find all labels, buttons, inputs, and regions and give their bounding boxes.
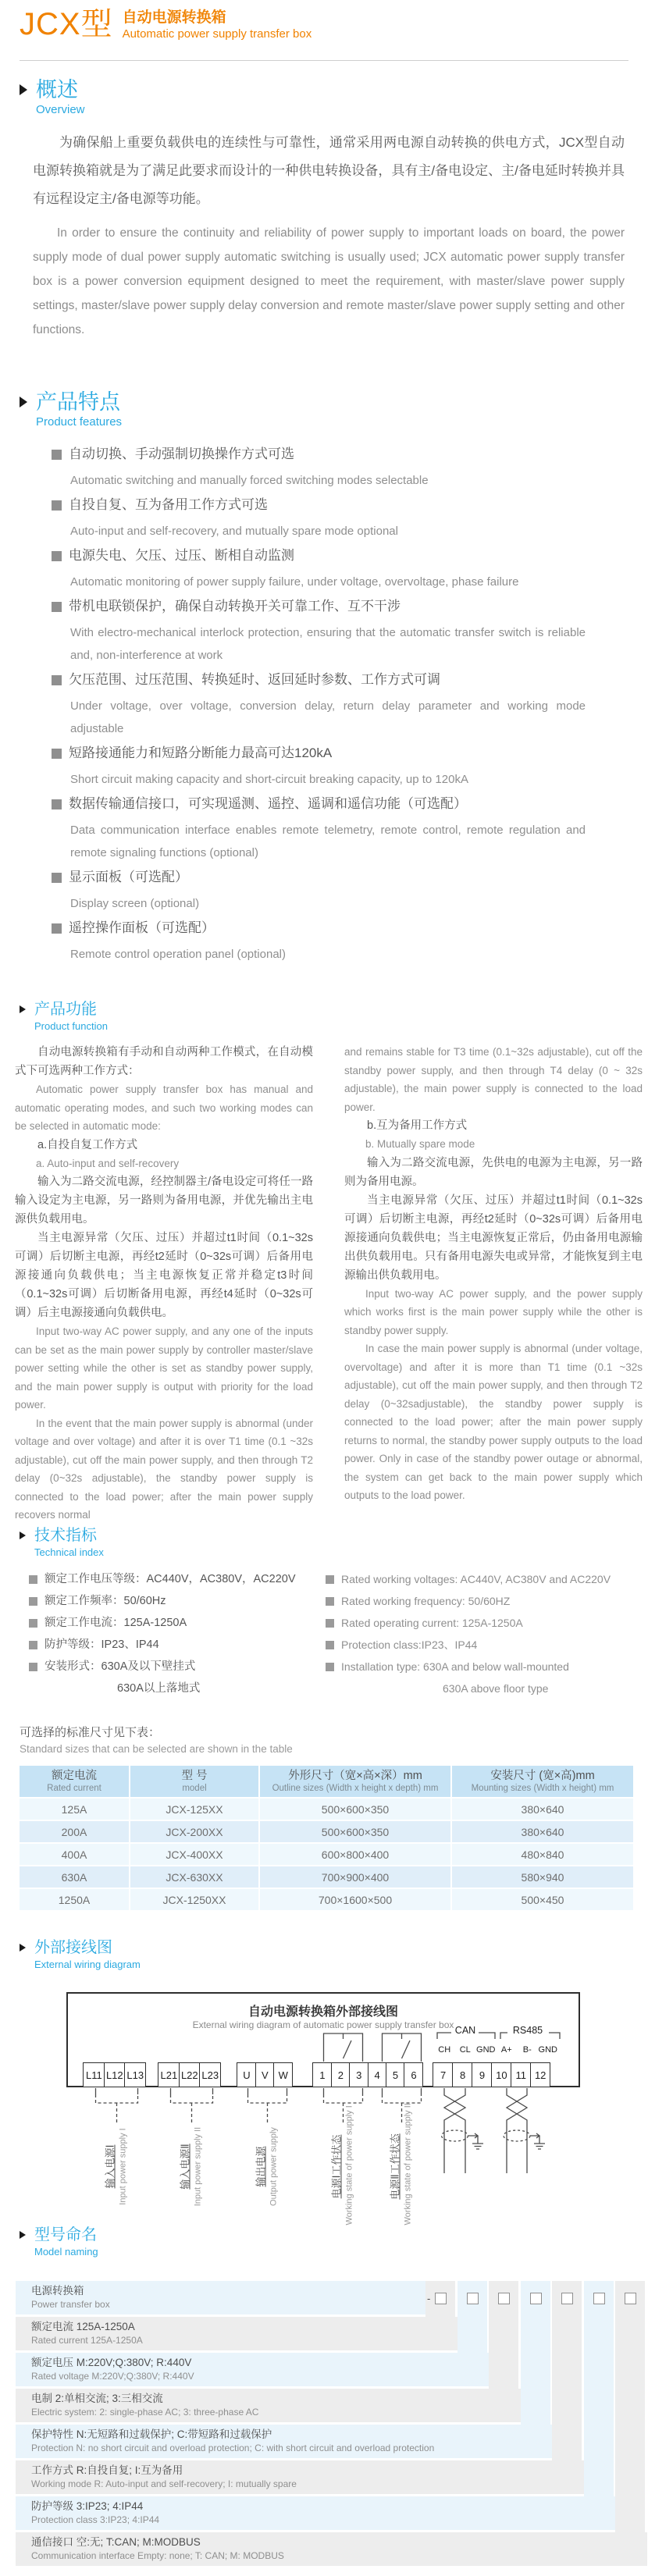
comm-pin-labels	[434, 2045, 558, 2055]
cell-outline-size: 600×800×400	[260, 1844, 450, 1865]
table-row	[20, 1866, 633, 1888]
square-bullet-icon	[326, 1619, 334, 1628]
feature-text-cn	[52, 671, 606, 688]
feature-label-cn: 带机电联锁保护，确保自动转换开关可靠工作、互不干涉	[69, 599, 401, 614]
terminal-group-output	[238, 2062, 293, 2087]
function-paragraph: 输入为二路交流电源，经控制器主/备电设定可将任一路输入设定为主电源，另一路则为备用电源，并优先输出主电源供负载用电。	[15, 1176, 313, 1226]
feature-item	[52, 920, 606, 966]
section-features	[20, 390, 628, 970]
col-header-model	[130, 1766, 258, 1797]
function-paragraph: b. Mutually spare mode	[365, 1138, 475, 1150]
model-digit-box	[435, 2293, 447, 2304]
spec-line	[326, 1594, 622, 1608]
feature-label-cn: 数据传输通信接口，可实现遥测、遥控、遥调和遥信功能（可选配）	[69, 796, 467, 811]
spec-text: Installation type: 630A and below wall-mounted	[341, 1660, 569, 1673]
function-paragraph: b.互为备用工作方式	[367, 1119, 468, 1132]
section-title-en: Technical index	[34, 1546, 104, 1558]
terminal: 12	[530, 2062, 551, 2087]
terminal: 4	[368, 2062, 387, 2087]
table-header-row	[20, 1766, 633, 1797]
section-title-en: Product function	[34, 1020, 108, 1032]
feature-text-cn	[52, 496, 606, 514]
naming-row-cn: 工作方式 R:自投自复; I:互为备用	[31, 2464, 183, 2476]
group-label-input2	[180, 2108, 204, 2226]
terminal: 2	[331, 2062, 351, 2087]
terminal: 3	[349, 2062, 369, 2087]
square-bullet-icon	[29, 1641, 37, 1649]
spec-line	[29, 1616, 326, 1630]
sizes-table	[18, 1764, 635, 1912]
naming-row-cn: 电制 2:单相交流; 3:三相交流	[31, 2393, 163, 2404]
naming-row-en: Protection N: no short circuit and overload protection; C: with short circuit and overload protection	[31, 2443, 435, 2453]
terminal: 1	[312, 2062, 332, 2087]
naming-row-en: Power transfer box	[31, 2299, 110, 2310]
col-header-cn: 型 号	[181, 1770, 208, 1782]
feature-label-cn: 欠压范围、过压范围、转换延时、返回延时参数、工作方式可调	[69, 672, 440, 687]
product-title-en: Automatic power supply transfer box	[122, 27, 312, 41]
product-title-cn: 自动电源转换箱	[122, 9, 226, 26]
terminal: U	[237, 2062, 256, 2087]
feature-text-cn	[52, 869, 606, 886]
spec-text: Rated working voltages: AC440V, AC380V and AC220V	[341, 1573, 611, 1585]
feature-text-en: Automatic monitoring of power supply failure, under voltage, overvoltage, phase failure	[70, 575, 519, 589]
cell-mounting-size: 380×640	[452, 1821, 633, 1842]
naming-row-en: Protection class 3:IP23; 4:IP44	[31, 2514, 160, 2525]
spec-text: 额定工作电压等级：AC440V，AC380V，AC220V	[45, 1573, 296, 1585]
model-digit-box	[467, 2293, 479, 2304]
pin-label: B-	[522, 2045, 532, 2055]
header-subtitle-block	[123, 9, 312, 41]
feature-text-en: Under voltage, over voltage, conversion delay, return delay parameter and working mode adjustable	[70, 699, 586, 735]
section-title-cn: 产品特点	[36, 390, 120, 414]
spec-line	[29, 1594, 326, 1608]
section-title-cn: 型号命名	[34, 2226, 97, 2243]
model-digit-box	[530, 2293, 542, 2304]
square-bullet-icon	[326, 1641, 334, 1649]
dash-separator: -	[427, 2293, 431, 2304]
naming-row-electric-system	[16, 2389, 521, 2422]
feature-text-en: Auto-input and self-recovery, and mutually spare mode optional	[70, 525, 398, 538]
diagram-title-cn: 自动电源转换箱外部接线图	[247, 2005, 398, 2019]
terminal-group-status	[314, 2062, 423, 2087]
feature-item	[52, 496, 606, 543]
naming-row-en: Communication interface Empty: none; T: CAN; M: MODBUS	[31, 2550, 284, 2561]
table-row	[20, 1889, 633, 1910]
spec-line	[326, 1616, 622, 1630]
function-paragraph: In case the main power supply is abnormal (under voltage, overvoltage) and after it is more than T1 time (0.1 ~32s adjustable), cut off the main power supply, and then through T2 delay (0~32sadjustable), the standby power supply is connected to the load power; after the main power supply returns to normal, the standby power supply outputs to the load power. Only in case of the standby power outage or abnormal, the system can get back to the main power supply which outputs to the load power.	[344, 1343, 643, 1501]
square-bullet-icon	[52, 799, 62, 809]
function-paragraph: Input two-way AC power supply, and any one of the inputs can be set as the main power supply by controller master/slave power setting while the other is set as standby power supply, and the main power supply is output with priority for the load power.	[15, 1325, 313, 1411]
feature-text-cn	[52, 745, 606, 762]
triangle-marker-icon	[20, 1944, 26, 1952]
section-title-en: Model naming	[34, 2246, 98, 2258]
technical-left-column	[29, 1572, 326, 1703]
spec-line	[326, 1572, 622, 1586]
naming-row-working-mode	[16, 2460, 584, 2494]
cell-rated-current: 125A	[20, 1799, 129, 1820]
section-title-cn: 概述	[36, 78, 78, 101]
terminal: 9	[472, 2062, 493, 2087]
feature-item	[52, 671, 606, 740]
model-digit-box	[498, 2293, 510, 2304]
spec-line	[326, 1638, 622, 1652]
feature-text-cn	[52, 598, 606, 615]
spec-text: Rated working frequency: 50/60HZ	[341, 1595, 511, 1607]
feature-text-cn	[52, 795, 606, 813]
section-function	[15, 1001, 643, 1525]
terminal: L13	[124, 2062, 146, 2087]
header-divider	[20, 60, 628, 61]
section-overview	[20, 78, 628, 342]
group-label-input1	[105, 2108, 129, 2226]
feature-text-en: Data communication interface enables remote telemetry, remote control, remote regulation and remote signaling functions (optional)	[70, 824, 586, 859]
col-header-en: Mounting sizes (Width x height) mm	[471, 1784, 614, 1793]
square-bullet-icon	[52, 675, 62, 685]
feature-label-cn: 自投自复、互为备用工作方式可选	[69, 497, 268, 512]
square-bullet-icon	[52, 923, 62, 934]
model-digit-box	[561, 2293, 573, 2304]
group-label-cn: 电源Ⅱ工作状态	[389, 2133, 401, 2200]
square-bullet-icon	[52, 749, 62, 759]
cell-model: JCX-125XX	[130, 1799, 258, 1820]
can-bus-label: CAN	[454, 2025, 476, 2036]
col-header-en: Rated current	[47, 1784, 101, 1793]
square-bullet-icon	[52, 551, 62, 561]
triangle-marker-icon	[20, 84, 27, 95]
spec-text: 额定工作频率：50/60Hz	[45, 1595, 166, 1607]
square-bullet-icon	[29, 1575, 37, 1584]
square-bullet-icon	[52, 873, 62, 883]
section-title-cn: 技术指标	[34, 1527, 97, 1544]
square-bullet-icon	[52, 602, 62, 612]
terminal: L11	[83, 2062, 105, 2087]
triangle-marker-icon	[20, 2231, 26, 2239]
section-technical	[20, 1527, 628, 1703]
cell-mounting-size: 480×840	[452, 1844, 633, 1865]
overview-paragraph-en: In order to ensure the continuity and reliability of power supply to important loads on board, the power supply mode of dual power supply automatic switching is usually used; JCX automatic power supply transfer box is a power conversion equipment designed to meet the requirement, with master/slave power supply settings, master/slave power supply delay conversion and remote master/slave power supply setting and other functions.	[33, 226, 625, 336]
col-header-mounting-sizes	[452, 1766, 633, 1797]
square-bullet-icon	[52, 500, 62, 511]
group-label-en: Input power supply II	[193, 2126, 203, 2207]
cell-outline-size: 700×1600×500	[260, 1889, 450, 1910]
square-bullet-icon	[52, 450, 62, 460]
section-title-cn: 产品功能	[34, 1001, 97, 1018]
cell-model: JCX-400XX	[130, 1844, 258, 1865]
technical-heading	[20, 1527, 628, 1558]
features-heading	[20, 390, 628, 429]
naming-row-rated-current	[16, 2317, 458, 2350]
section-sizes	[20, 1724, 628, 1912]
naming-row-cn: 额定电压 M:220V;Q:380V; R:440V	[31, 2357, 192, 2368]
wiring-heading	[20, 1939, 648, 1970]
cell-model: JCX-630XX	[130, 1866, 258, 1888]
cell-mounting-size: 500×450	[452, 1889, 633, 1910]
naming-row-cn: 保护特性 N:无短路和过载保护; C:带短路和过载保护	[31, 2428, 272, 2440]
group-label-status1	[330, 2105, 355, 2226]
triangle-marker-icon	[20, 1532, 26, 1539]
technical-columns	[29, 1572, 628, 1703]
group-label-en: Output power supply	[269, 2127, 279, 2206]
pin-label: CL	[459, 2045, 471, 2055]
function-right-column	[344, 1043, 643, 1525]
function-paragraph: Automatic power supply transfer box has manual and automatic operating modes, and such two working modes can be selected in automatic mode:	[15, 1083, 313, 1132]
spec-line	[29, 1572, 326, 1586]
feature-text-en: Automatic switching and manually forced switching modes selectable	[70, 474, 429, 487]
spec-line-continued	[117, 1681, 326, 1695]
group-label-output	[255, 2108, 279, 2226]
triangle-marker-icon	[20, 397, 27, 407]
terminal: L12	[104, 2062, 126, 2087]
function-paragraph: a.自投自复工作方式	[37, 1138, 138, 1151]
spec-text: 防护等级：IP23、IP44	[45, 1638, 159, 1651]
feature-text-en: With electro-mechanical interlock protection, ensuring that the automatic transfer switch is reliable and, non-interference at work	[70, 626, 586, 662]
feature-text-en: Display screen (optional)	[70, 897, 200, 910]
naming-row-protection	[16, 2425, 552, 2458]
spec-text: 630A以上落地式	[117, 1682, 201, 1695]
terminal: L22	[179, 2062, 201, 2087]
terminal: 8	[452, 2062, 473, 2087]
feature-text-cn	[52, 547, 606, 564]
spec-text: 安装形式：630A及以下壁挂式	[45, 1660, 196, 1673]
feature-label-cn: 显示面板（可选配）	[69, 870, 188, 884]
cell-model: JCX-1250XX	[130, 1889, 258, 1910]
pin-label: A+	[500, 2045, 512, 2055]
spec-text: 额定工作电流：125A-1250A	[45, 1617, 187, 1629]
group-label-status2	[389, 2103, 414, 2226]
feature-text-en: Remote control operation panel (optional)	[70, 948, 286, 961]
function-columns	[15, 1043, 643, 1525]
col-header-outline-sizes	[260, 1766, 450, 1797]
terminal: 11	[511, 2062, 532, 2087]
terminal-group-input2	[159, 2062, 221, 2087]
rs485-bus-label: RS485	[512, 2025, 543, 2036]
naming-row-power-transfer-box	[16, 2281, 425, 2314]
naming-row-protection-class	[16, 2496, 615, 2530]
naming-row-rated-voltage	[16, 2353, 489, 2386]
feature-label-cn: 电源失电、欠压、过压、断相自动监测	[69, 548, 294, 563]
col-header-en: Outline sizes (Width x height x depth) mm	[272, 1784, 439, 1793]
technical-right-column	[326, 1572, 622, 1703]
group-label-en: Input power supply I	[118, 2128, 128, 2205]
group-label-en: Working state of power supply I	[344, 2105, 354, 2226]
section-model-naming	[0, 2226, 648, 2576]
section-wiring-diagram	[0, 1939, 648, 2233]
square-bullet-icon	[326, 1575, 334, 1584]
table-row	[20, 1821, 633, 1842]
diagram-title-en: External wiring diagram of automatic power supply transfer box	[192, 2019, 454, 2030]
group-label-cn: 电源Ⅰ工作状态	[330, 2134, 343, 2199]
triangle-marker-icon	[20, 1005, 26, 1013]
section-title-cn: 外部接线图	[34, 1939, 112, 1956]
spec-line	[326, 1660, 622, 1674]
feature-item	[52, 795, 606, 864]
function-paragraph: 输入为二路交流电源，先供电的电源为主电源，另一路则为备用电源。	[344, 1156, 643, 1188]
group-label-cn: 输入电源Ⅱ	[179, 2144, 191, 2190]
terminal: 5	[386, 2062, 405, 2087]
digit-stripe	[615, 2281, 645, 2566]
function-paragraph: 当主电源异常（欠压、过压）并超过t1时间（0.1~32s可调）后切断主电源，再经t2延时（0~32s可调）后备用电源接通向负载供电；当主电源恢复正常后，仍由备用电源输出供负载用电。只有备用电源失电或异常，才能恢复到主电源输出供负载用电。	[344, 1194, 643, 1282]
cell-rated-current: 200A	[20, 1821, 129, 1842]
cell-outline-size: 500×600×350	[260, 1821, 450, 1842]
naming-heading	[20, 2226, 648, 2258]
col-header-rated-current	[20, 1766, 129, 1797]
naming-row-en: Electric system: 2: single-phase AC; 3: three-phase AC	[31, 2407, 259, 2418]
feature-item	[52, 869, 606, 915]
table-intro-cn: 可选择的标准尺寸见下表：	[20, 1726, 161, 1739]
col-header-cn: 外形尺寸（宽×高×深）mm	[288, 1770, 422, 1782]
naming-row-cn: 防护等级 3:IP23; 4:IP44	[31, 2500, 144, 2512]
square-bullet-icon	[29, 1619, 37, 1628]
spec-line	[29, 1638, 326, 1652]
square-bullet-icon	[326, 1663, 334, 1671]
section-title-en: Overview	[36, 103, 85, 116]
section-title-en: External wiring diagram	[34, 1959, 141, 1970]
cell-mounting-size: 580×940	[452, 1866, 633, 1888]
group-label-en: Working state of power supply II	[403, 2103, 413, 2226]
naming-row-communication-interface	[16, 2532, 647, 2566]
features-list	[52, 446, 606, 966]
digit-stripe	[584, 2281, 614, 2530]
cell-outline-size: 500×600×350	[260, 1799, 450, 1820]
terminal: V	[255, 2062, 275, 2087]
spec-text: Rated operating current: 125A-1250A	[341, 1617, 523, 1629]
cell-outline-size: 700×900×400	[260, 1866, 450, 1888]
table-intro-en: Standard sizes that can be selected are shown in the table	[20, 1743, 293, 1755]
spec-line-continued	[443, 1681, 622, 1695]
page-header	[20, 6, 312, 42]
terminal: 6	[404, 2062, 423, 2087]
section-title-en: Product features	[36, 415, 123, 429]
model-naming-ladder	[0, 2281, 648, 2568]
feature-item	[52, 598, 606, 667]
overview-paragraph-cn: 为确保船上重要负载供电的连续性与可靠性，通常采用两电源自动转换的供电方式，JCX型自动电源转换箱就是为了满足此要求而设计的一种供电转换设备，具有主/备电设定、主/备电延时转换并具有远程设定主/备电源等功能。	[33, 135, 625, 206]
feature-label-cn: 短路接通能力和短路分断能力最高可达120kA	[69, 745, 333, 760]
naming-row-en: Working mode R: Auto-input and self-recovery; I: mutually spare	[31, 2478, 297, 2489]
table-row	[20, 1799, 633, 1820]
terminal-group-comm	[434, 2062, 550, 2087]
feature-item	[52, 547, 606, 593]
feature-item	[52, 446, 606, 492]
group-label-cn: 输入电源Ⅰ	[104, 2144, 116, 2189]
cell-mounting-size: 380×640	[452, 1799, 633, 1820]
function-paragraph: a. Auto-input and self-recovery	[36, 1157, 180, 1169]
pin-label: GND	[476, 2045, 496, 2055]
feature-text-cn	[52, 920, 606, 937]
terminal-group-input1	[84, 2062, 146, 2087]
function-paragraph: 当主电源异常（欠压、过压）并超过t1时间（0.1~32s可调）后切断主电源，再经t2延时（0~32s可调）后备用电源接通向负载供电；当主电源恢复正常并稳定t3时间（0.1~32s可调）后切断备用电源，再经t4延时（0~32s可调）后主电源接通向负载供电。	[15, 1232, 313, 1319]
cell-rated-current: 630A	[20, 1866, 129, 1888]
terminal: 10	[491, 2062, 512, 2087]
function-paragraph: and remains stable for T3 time (0.1~32s adjustable), cut off the standby power supply, and then through T4 delay (0 ~ 32s adjustable), the main power supply is connected to the load power.	[344, 1046, 643, 1113]
square-bullet-icon	[326, 1597, 334, 1606]
spec-text: 630A above floor type	[443, 1682, 549, 1695]
spec-line	[29, 1660, 326, 1674]
naming-row-cn: 电源转换箱	[31, 2285, 84, 2297]
terminal: 7	[433, 2062, 454, 2087]
function-paragraph: Input two-way AC power supply, and the power supply which works first is the main power supply while the other is standby power supply.	[344, 1287, 643, 1336]
function-paragraph: In the event that the main power supply is abnormal (under voltage and over voltage) and after it is over T1 time (0.1 ~32s adjustable), cut off the main power supply, and then through T2 delay (0~32s adjustable), the standby power supply is connected to the load power; after the main power supply recovers normal	[15, 1417, 313, 1521]
spec-text: Protection class:IP23、IP44	[341, 1638, 478, 1651]
overview-heading	[20, 78, 628, 116]
model-digit-box	[593, 2293, 605, 2304]
feature-item	[52, 745, 606, 791]
cell-rated-current: 400A	[20, 1844, 129, 1865]
pin-label: GND	[538, 2045, 557, 2055]
feature-text-cn	[52, 446, 606, 463]
terminal: W	[273, 2062, 293, 2087]
col-header-en: model	[182, 1784, 207, 1793]
naming-row-cn: 通信接口 空:无; T:CAN; M:MODBUS	[31, 2536, 201, 2548]
square-bullet-icon	[29, 1663, 37, 1671]
col-header-cn: 安装尺寸 (宽×高)mm	[490, 1770, 595, 1782]
function-paragraph: 自动电源转换箱有手动和自动两种工作模式，在自动模式下可选两种工作方式：	[15, 1046, 313, 1077]
table-row	[20, 1844, 633, 1865]
feature-label-cn: 遥控操作面板（可选配）	[69, 920, 215, 935]
cell-model: JCX-200XX	[130, 1821, 258, 1842]
feature-label-cn: 自动切换、手动强制切换操作方式可选	[69, 447, 294, 461]
terminal: L23	[199, 2062, 221, 2087]
naming-row-en: Rated voltage M:220V;Q:380V; R:440V	[31, 2371, 194, 2382]
function-left-column	[15, 1043, 313, 1525]
naming-row-en: Rated current 125A-1250A	[31, 2335, 143, 2346]
function-heading	[20, 1001, 628, 1032]
group-label-cn: 输出电源	[255, 2146, 267, 2187]
col-header-cn: 额定电流	[52, 1770, 97, 1782]
product-model-title: JCX型	[20, 7, 113, 41]
naming-row-cn: 额定电流 125A-1250A	[31, 2321, 135, 2332]
cell-rated-current: 1250A	[20, 1889, 129, 1910]
pin-label: CH	[438, 2045, 451, 2055]
square-bullet-icon	[29, 1597, 37, 1606]
model-digit-box	[625, 2293, 636, 2304]
feature-text-en: Short circuit making capacity and short-circuit breaking capacity, up to 120kA	[70, 773, 468, 786]
terminal: L21	[158, 2062, 180, 2087]
